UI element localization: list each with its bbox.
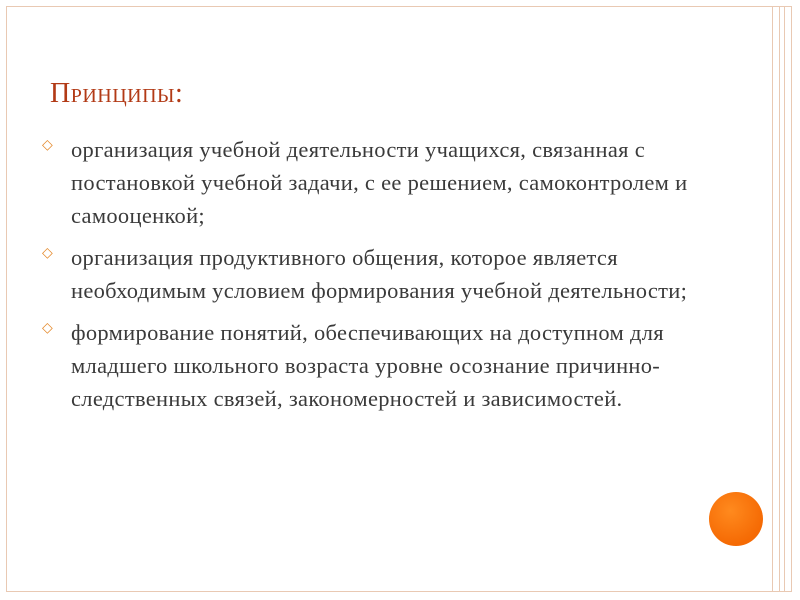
diamond-outline-icon: ◇ [42,320,53,336]
diamond-outline-icon: ◇ [42,137,53,153]
decorative-stripe [772,6,773,592]
diamond-outline-icon: ◇ [42,245,53,261]
decorative-stripe [784,6,785,592]
bullet-list [42,133,742,424]
bullet-text: организация учебной деятельности учащихся, связанная с постановкой учебной задачи, с ее решением, самоконтролем и самооценкой; [71,137,688,228]
slide-title: Принципы: [50,78,184,109]
bullet-item [42,133,742,232]
bullet-item [42,241,742,307]
orange-circle-decoration [709,492,763,546]
bullet-text: формирование понятий, обеспечивающих на доступном для младшего школьного возраста уровне осознание причинно-следственных связей, закономерностей и зависимостей. [71,320,664,411]
decorative-stripe [779,6,780,592]
bullet-text: организация продуктивного общения, которое является необходимым условием формирования учебной деятельности; [71,245,688,303]
bullet-item [42,316,742,415]
